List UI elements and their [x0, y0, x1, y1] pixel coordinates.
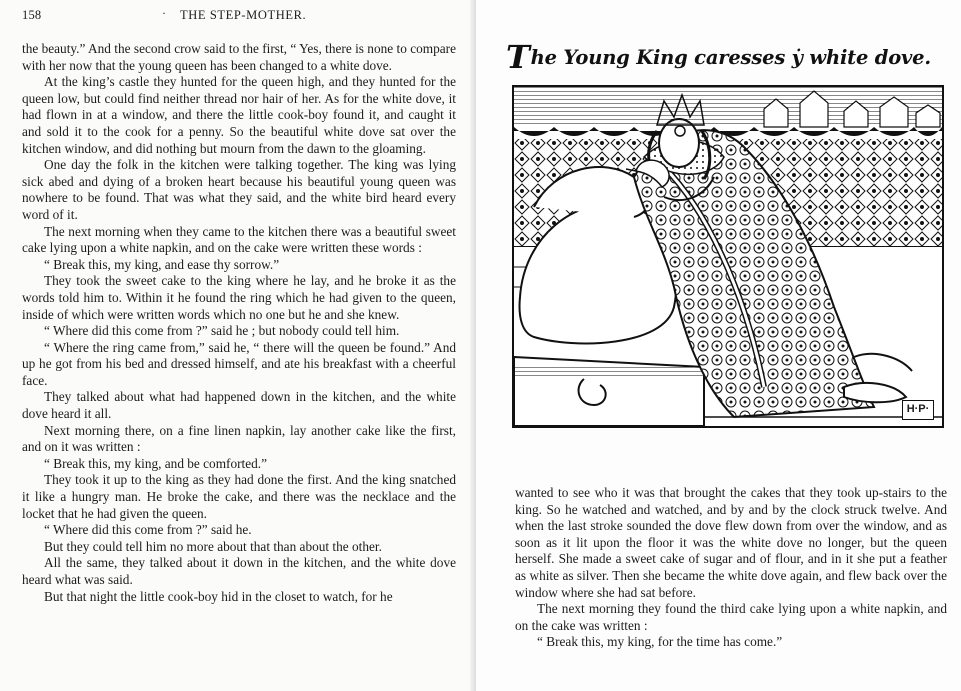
paragraph: But that night the little cook-boy hid in the closet to watch, for he: [44, 588, 393, 604]
left-page-body: [22, 41, 456, 605]
paragraph: At the king’s castle they hunted for the queen high, and they hunted for the queen low, but could find neither thread nor hair of her. As for the white dove, it had flown in at a window, and there the little cook-boy found it, and caught it and sold it to the cook for a penny. So the beautiful white dove sat over the kitchen window, and did nothing but mourn from the dawn to the gloaming.: [22, 74, 456, 156]
left-page: [0, 0, 476, 691]
paragraph: The next morning when they came to the kitchen there was a beautiful sweet cake lying upon a white napkin, and on the cake were written these words :: [22, 223, 456, 256]
paragraph: They took it up to the king as they had done the first. And the king snatched it like a hungry man. He broke the cake, and there was the necklace and the locket that he had given the queen.: [22, 472, 456, 521]
paragraph: One day the folk in the kitchen were talking together. The king was lying sick abed and dying of a broken heart because his beautiful young queen was nowhere to be found. That was what they said, and the white bird heard every word of it.: [22, 157, 456, 222]
right-page-body: [515, 485, 947, 651]
paragraph: the beauty.” And the second crow said to the first, “ Yes, there is none to compare with her now that the young queen has been changed to a white dove.: [22, 41, 456, 73]
illustration-caption: [506, 38, 946, 78]
running-title: THE STEP-MOTHER.: [180, 8, 307, 22]
paragraph-quote: “ Break this, my king, and ease thy sorrow.”: [44, 256, 280, 272]
paragraph: Next morning there, on a fine linen napkin, lay another cake like the first, and on it was written :: [22, 422, 456, 455]
paragraph: They took the sweet cake to the king where he lay, and he broke it as the words told him to. Within it he found the ring which he had given to the queen, inside of which were written words which no one but he and she knew.: [22, 273, 456, 322]
paragraph-quote: “ Where the ring came from,” said he, “ there will the queen be found.” And up he got from his bed and dressed himself, and ate his breakfast with a cheerful face.: [22, 339, 456, 388]
page-number: 158: [22, 8, 42, 22]
paragraph: They talked about what had happened down in the kitchen, and the white dove heard it all.: [22, 389, 456, 422]
running-head-dot-ornament: ·: [162, 6, 167, 20]
illustration-king-and-dove: [512, 85, 944, 428]
paragraph-quote: “ Break this, my king, and be comforted.”: [44, 455, 268, 471]
paragraph: But they could tell him no more about that than about the other.: [44, 538, 382, 554]
paragraph: wanted to see who it was that brought the cakes that they took up-stairs to the king. So he watched and watched, and by and by the clock struck twelve. And when the last stroke sounded the dove flew down from over the window, and as soon as it lit upon the floor it was the white dove no longer, but the queen herself. She made a sweet cake of sugar and of flour, and in it she put a feather as white as silver. Then she became the white dove again, and flew back over the window where she had sat before.: [515, 485, 947, 600]
paragraph-quote: “ Where did this come from ?” said he.: [44, 522, 252, 538]
paragraph: The next morning they found the third cake lying upon a white napkin, and on the cake was written :: [515, 601, 947, 633]
caption-initial: T: [506, 38, 530, 76]
illustration-drawing: [514, 87, 942, 426]
paragraph-quote: “ Where did this come from ?” said he ; but nobody could tell him.: [44, 323, 400, 339]
illustrator-monogram: H·P·: [902, 400, 934, 420]
paragraph: All the same, they talked about it down in the kitchen, and the white dove heard what was said.: [22, 555, 456, 587]
running-head: [22, 8, 452, 28]
caption-text: he Young King caresses ẏ white dove.: [530, 46, 931, 69]
paragraph-quote: “ Break this, my king, for the time has come.”: [537, 634, 783, 650]
